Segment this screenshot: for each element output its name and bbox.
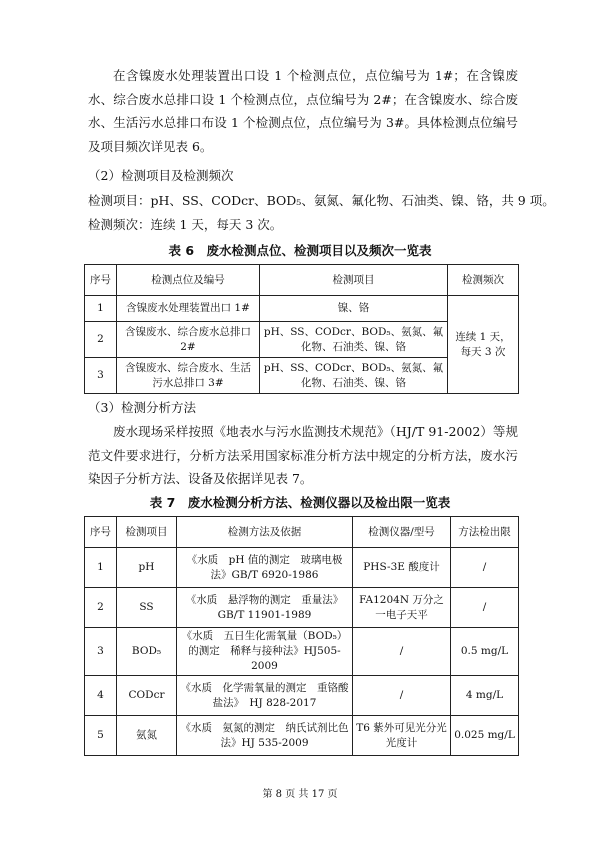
header-cell: 检测项目 <box>260 265 448 296</box>
cell-no: 2 <box>85 588 117 628</box>
table-header-row <box>85 265 519 296</box>
header-cell: 检测点位及编号 <box>117 265 260 296</box>
table-row <box>85 716 519 756</box>
table-row <box>85 588 519 628</box>
cell-item: SS <box>117 588 177 628</box>
paragraph-analysis: 废水现场采样按照《地表水与污水监测技术规范》（HJ/T 91-2002）等规范文件要求进行，分析方法采用国家标准分析方法中规定的分析方法，废水污染因子分析方法、设备及依据详见表 7。 <box>88 424 518 486</box>
heading-items-frequency: （2）检测项目及检测频次 <box>88 168 234 183</box>
table7 <box>84 516 519 756</box>
paragraph-points: 在含镍废水处理装置出口设 1 个检测点位，点位编号为 1#；在含镍废水、综合废水总排口设 1 个检测点位，点位编号为 2#；在含镍废水、综合废水、生活污水总排口布设 1 个检测点位，点位编号为 3#。具体检测点位编号及项目频次详见表 6。 <box>88 68 518 154</box>
cell-items: pH、SS、CODcr、BOD₅、氨氮、氟化物、石油类、镍、铬 <box>260 358 448 394</box>
detection-frequency-text: 检测频次：连续 1 天，每天 3 次。 <box>88 217 283 232</box>
header-cell: 检测方法及依据 <box>177 517 353 548</box>
table-row <box>85 548 519 588</box>
cell-no: 5 <box>85 716 117 756</box>
cell-frequency: 连续 1 天，每天 3 次 <box>448 296 519 394</box>
cell-limit: 0.5 mg/L <box>451 628 519 676</box>
cell-no: 1 <box>85 296 117 322</box>
cell-point: 含镍废水处理装置出口 1# <box>117 296 260 322</box>
cell-no: 3 <box>85 628 117 676</box>
cell-no: 1 <box>85 548 117 588</box>
cell-instrument: / <box>353 628 451 676</box>
cell-item: 氨氮 <box>117 716 177 756</box>
cell-instrument: / <box>353 676 451 716</box>
cell-item: pH <box>117 548 177 588</box>
cell-instrument: FA1204N 万分之一电子天平 <box>353 588 451 628</box>
cell-point: 含镍废水、综合废水、生活污水总排口 3# <box>117 358 260 394</box>
cell-method: 《水质 悬浮物的测定 重量法》GB/T 11901-1989 <box>177 588 353 628</box>
table6-caption: 表 6 废水检测点位、检测项目以及频次一览表 <box>168 243 432 258</box>
table7-caption: 表 7 废水检测分析方法、检测仪器以及检出限一览表 <box>149 495 451 510</box>
header-cell: 序号 <box>85 517 117 548</box>
cell-no: 2 <box>85 322 117 358</box>
cell-limit: 0.025 mg/L <box>451 716 519 756</box>
cell-instrument: T6 紫外可见光分光光度计 <box>353 716 451 756</box>
cell-items: pH、SS、CODcr、BOD₅、氨氮、氟化物、石油类、镍、铬 <box>260 322 448 358</box>
cell-method: 《水质 化学需氧量的测定 重铬酸盐法》 HJ 828-2017 <box>177 676 353 716</box>
table-row <box>85 676 519 716</box>
cell-method: 《水质 氨氮的测定 纳氏试剂比色法》HJ 535-2009 <box>177 716 353 756</box>
cell-instrument: PHS-3E 酸度计 <box>353 548 451 588</box>
cell-item: CODcr <box>117 676 177 716</box>
table6 <box>84 264 519 394</box>
heading-analysis-method: （3）检测分析方法 <box>88 400 196 415</box>
cell-method: 《水质 五日生化需氧量（BOD₅）的测定 稀释与接种法》HJ505-2009 <box>177 628 353 676</box>
page-footer: 第 8 页 共 17 页 <box>262 789 338 800</box>
table-header-row <box>85 517 519 548</box>
header-cell: 检测项目 <box>117 517 177 548</box>
header-cell: 序号 <box>85 265 117 296</box>
cell-no: 3 <box>85 358 117 394</box>
table-row <box>85 296 519 322</box>
cell-item: BOD₅ <box>117 628 177 676</box>
cell-limit: 4 mg/L <box>451 676 519 716</box>
detection-items-text: 检测项目：pH、SS、CODcr、BOD₅、氨氮、氟化物、石油类、镍、铬，共 9 项。 <box>88 193 555 208</box>
header-cell: 检测频次 <box>448 265 519 296</box>
header-cell: 方法检出限 <box>451 517 519 548</box>
cell-no: 4 <box>85 676 117 716</box>
cell-items: 镍、铬 <box>260 296 448 322</box>
cell-limit: / <box>451 548 519 588</box>
header-cell: 检测仪器/型号 <box>353 517 451 548</box>
table-row <box>85 628 519 676</box>
cell-method: 《水质 pH 值的测定 玻璃电极法》GB/T 6920-1986 <box>177 548 353 588</box>
cell-point: 含镍废水、综合废水总排口 2# <box>117 322 260 358</box>
cell-limit: / <box>451 588 519 628</box>
